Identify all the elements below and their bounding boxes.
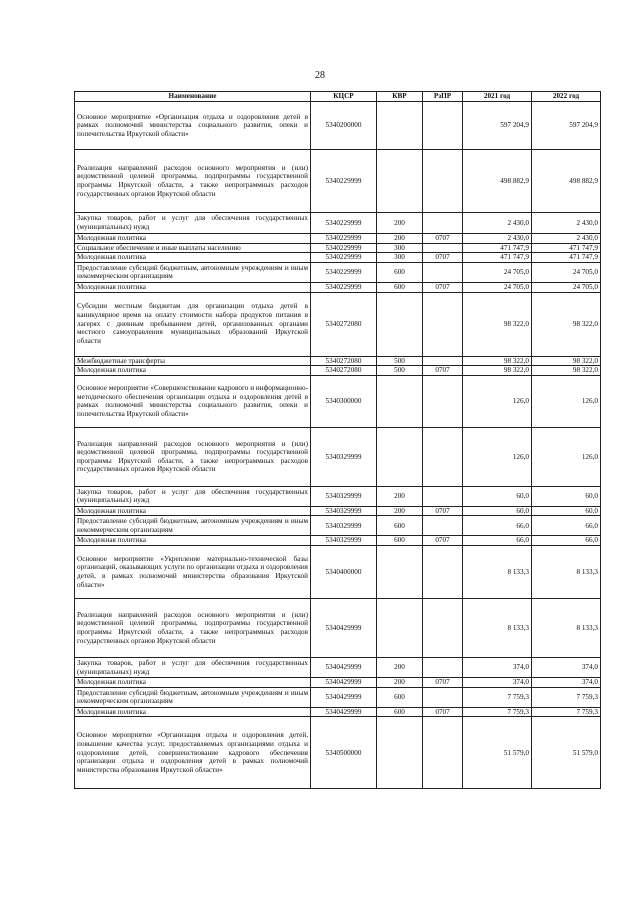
- row-2021: 66,0: [463, 516, 532, 536]
- row-rzpr: 0707: [423, 253, 463, 263]
- row-2022: 60,0: [532, 486, 601, 506]
- row-rzpr: [423, 486, 463, 506]
- row-2022: 7 759,3: [532, 687, 601, 707]
- table-header-row: [75, 92, 601, 102]
- row-2021: 126,0: [463, 427, 532, 486]
- row-2022: 98 322,0: [532, 292, 601, 356]
- row-kvr: [377, 375, 423, 427]
- row-2022: 471 747,9: [532, 243, 601, 253]
- page-number: 28: [315, 70, 325, 81]
- row-kvr: [377, 599, 423, 658]
- row-kvr: 200: [377, 213, 423, 234]
- row-2021: 374,0: [463, 658, 532, 678]
- table-row: [75, 516, 601, 536]
- row-rzpr: 0707: [423, 366, 463, 376]
- row-2021: 2 430,0: [463, 234, 532, 244]
- table-row: [75, 213, 601, 234]
- row-name: Молодежная политика: [75, 234, 311, 244]
- row-rzpr: [423, 243, 463, 253]
- row-name: Предоставление субсидий бюджетным, автономным учреждениям и иным некоммерческим организациям: [75, 516, 311, 536]
- table-row: [75, 707, 601, 717]
- row-rzpr: [423, 599, 463, 658]
- table-row: [75, 486, 601, 506]
- row-name: Реализация направлений расходов основного мероприятия и (или) ведомственной целевой программы, подпрограммы государственной программы Иркутской области, а также непрограммных расходов государственных органов Иркутской области: [75, 427, 311, 486]
- row-rzpr: [423, 292, 463, 356]
- table-row: [75, 658, 601, 678]
- table-row: [75, 356, 601, 366]
- row-2022: 374,0: [532, 658, 601, 678]
- row-2022: 98 322,0: [532, 356, 601, 366]
- table-row: [75, 427, 601, 486]
- row-2022: 60,0: [532, 506, 601, 516]
- row-kvr: 600: [377, 262, 423, 282]
- row-2021: 8 133,3: [463, 599, 532, 658]
- table-row: [75, 262, 601, 282]
- table-row: [75, 678, 601, 688]
- row-rzpr: 0707: [423, 234, 463, 244]
- row-kvr: [377, 546, 423, 599]
- row-2021: 60,0: [463, 506, 532, 516]
- row-kcsr: 5340329999: [311, 516, 377, 536]
- row-rzpr: [423, 375, 463, 427]
- row-2022: 66,0: [532, 536, 601, 546]
- row-kcsr: 5340229999: [311, 282, 377, 292]
- row-name: Молодежная политика: [75, 678, 311, 688]
- header-rzpr: РзПР: [423, 92, 463, 102]
- row-2021: 2 430,0: [463, 213, 532, 234]
- row-2022: 597 204,9: [532, 102, 601, 150]
- row-2022: 98 322,0: [532, 366, 601, 376]
- row-rzpr: 0707: [423, 678, 463, 688]
- row-kcsr: 5340429999: [311, 599, 377, 658]
- row-2021: 471 747,9: [463, 253, 532, 263]
- table-row: [75, 717, 601, 789]
- row-name: Межбюджетные трансферты: [75, 356, 311, 366]
- row-2022: 471 747,9: [532, 253, 601, 263]
- table-row: [75, 253, 601, 263]
- row-2022: 126,0: [532, 427, 601, 486]
- row-kcsr: 5340272080: [311, 292, 377, 356]
- header-2021: 2021 год: [463, 92, 532, 102]
- row-kcsr: 5340272080: [311, 366, 377, 376]
- row-rzpr: [423, 150, 463, 213]
- header-kvr: КВР: [377, 92, 423, 102]
- row-2021: 597 204,9: [463, 102, 532, 150]
- row-2021: 98 322,0: [463, 356, 532, 366]
- row-kcsr: 5340429999: [311, 658, 377, 678]
- row-2022: 2 430,0: [532, 213, 601, 234]
- row-kvr: 600: [377, 687, 423, 707]
- table-row: [75, 506, 601, 516]
- row-name: Предоставление субсидий бюджетным, автономным учреждениям и иным некоммерческим организациям: [75, 687, 311, 707]
- row-2021: 24 705,0: [463, 262, 532, 282]
- table-row: [75, 687, 601, 707]
- row-kvr: 500: [377, 356, 423, 366]
- row-kcsr: 5340229999: [311, 262, 377, 282]
- row-kvr: 600: [377, 536, 423, 546]
- row-kvr: [377, 150, 423, 213]
- row-rzpr: [423, 427, 463, 486]
- row-kcsr: 5340329999: [311, 427, 377, 486]
- row-2021: 66,0: [463, 536, 532, 546]
- table-row: [75, 546, 601, 599]
- row-rzpr: [423, 516, 463, 536]
- table-row: [75, 282, 601, 292]
- row-kvr: 200: [377, 678, 423, 688]
- row-kvr: 600: [377, 516, 423, 536]
- row-rzpr: [423, 102, 463, 150]
- row-rzpr: [423, 356, 463, 366]
- row-name: Закупка товаров, работ и услуг для обеспечения государственных (муниципальных) нужд: [75, 486, 311, 506]
- row-rzpr: 0707: [423, 536, 463, 546]
- row-2021: 126,0: [463, 375, 532, 427]
- row-name: Молодежная политика: [75, 536, 311, 546]
- row-2022: 24 705,0: [532, 282, 601, 292]
- header-name: Наименование: [75, 92, 311, 102]
- row-kcsr: 5340200000: [311, 102, 377, 150]
- row-kcsr: 5340429999: [311, 707, 377, 717]
- row-name: Реализация направлений расходов основного мероприятия и (или) ведомственной целевой программы, подпрограммы государственной программы Иркутской области, а также непрограммных расходов государственных органов Иркутской области: [75, 599, 311, 658]
- row-kcsr: 5340329999: [311, 486, 377, 506]
- table-row: [75, 536, 601, 546]
- table-row: [75, 102, 601, 150]
- row-2021: 24 705,0: [463, 282, 532, 292]
- row-name: Реализация направлений расходов основного мероприятия и (или) ведомственной целевой программы, подпрограммы государственной программы Иркутской области, а также непрограммных расходов государственных органов Иркутской области: [75, 150, 311, 213]
- row-name: Социальное обеспечение и иные выплаты населению: [75, 243, 311, 253]
- table-row: [75, 366, 601, 376]
- row-kcsr: 5340229999: [311, 213, 377, 234]
- row-rzpr: 0707: [423, 506, 463, 516]
- row-rzpr: 0707: [423, 707, 463, 717]
- row-rzpr: [423, 262, 463, 282]
- row-2022: 374,0: [532, 678, 601, 688]
- row-kvr: 200: [377, 486, 423, 506]
- row-kcsr: 5340429999: [311, 678, 377, 688]
- row-2021: 8 133,3: [463, 546, 532, 599]
- table-row: [75, 234, 601, 244]
- budget-table: [74, 91, 601, 789]
- row-2021: 98 322,0: [463, 292, 532, 356]
- row-2021: 7 759,3: [463, 687, 532, 707]
- row-kvr: 500: [377, 366, 423, 376]
- row-kcsr: 5340272080: [311, 356, 377, 366]
- row-name: Закупка товаров, работ и услуг для обеспечения государственных (муниципальных) нужд: [75, 658, 311, 678]
- row-name: Молодежная политика: [75, 707, 311, 717]
- header-2022: 2022 год: [532, 92, 601, 102]
- row-rzpr: [423, 213, 463, 234]
- row-2022: 8 133,3: [532, 546, 601, 599]
- row-name: Молодежная политика: [75, 506, 311, 516]
- row-kcsr: 5340500000: [311, 717, 377, 789]
- row-kcsr: 5340429999: [311, 687, 377, 707]
- row-kvr: [377, 717, 423, 789]
- row-name: Основное мероприятие «Организация отдыха и оздоровления детей в рамках полномочий министерства социального развития, опеки и попечительства Иркутской области»: [75, 102, 311, 150]
- table-row: [75, 375, 601, 427]
- row-rzpr: [423, 687, 463, 707]
- row-name: Молодежная политика: [75, 253, 311, 263]
- row-kvr: [377, 292, 423, 356]
- row-kcsr: 5340329999: [311, 506, 377, 516]
- row-2022: 24 705,0: [532, 262, 601, 282]
- row-kcsr: 5340329999: [311, 536, 377, 546]
- row-kvr: 300: [377, 243, 423, 253]
- row-2022: 51 579,0: [532, 717, 601, 789]
- row-kcsr: 5340229999: [311, 243, 377, 253]
- row-kcsr: 5340400000: [311, 546, 377, 599]
- row-name: Предоставление субсидий бюджетным, автономным учреждениям и иным некоммерческим организациям: [75, 262, 311, 282]
- row-name: Молодежная политика: [75, 282, 311, 292]
- row-kcsr: 5340229999: [311, 150, 377, 213]
- row-2022: 2 430,0: [532, 234, 601, 244]
- row-kcsr: 5340229999: [311, 234, 377, 244]
- row-name: Молодежная политика: [75, 366, 311, 376]
- row-kvr: 200: [377, 658, 423, 678]
- row-name: Основное мероприятие «Организация отдыха и оздоровления детей, повышение качества услуг, предоставляемых организациями отдыха и оздоровления детей, совершенствование кадрового обеспечения организации отдыха и оздоровления детей в рамках полномочий министерства образования Иркутской области»: [75, 717, 311, 789]
- row-2022: 8 133,3: [532, 599, 601, 658]
- row-kvr: 600: [377, 282, 423, 292]
- row-2021: 51 579,0: [463, 717, 532, 789]
- row-name: Основное мероприятие «Укрепление материально-технической базы организаций, оказывающих услуги по организации отдыха и оздоровления детей, в рамках полномочий министерства образования Иркутской области»: [75, 546, 311, 599]
- header-kcsr: КЦСР: [311, 92, 377, 102]
- row-name: Основное мероприятие «Совершенствование кадрового и информационно-методического обеспечения организации отдыха и оздоровления детей в рамках полномочий министерства социального развития, опеки и попечительства Иркутской области»: [75, 375, 311, 427]
- row-rzpr: 0707: [423, 282, 463, 292]
- row-rzpr: [423, 658, 463, 678]
- table-row: [75, 243, 601, 253]
- row-2022: 126,0: [532, 375, 601, 427]
- table-row: [75, 599, 601, 658]
- row-kvr: [377, 427, 423, 486]
- row-2022: 7 759,3: [532, 707, 601, 717]
- row-kcsr: 5340300000: [311, 375, 377, 427]
- row-name: Субсидии местным бюджетам для организации отдыха детей в каникулярное время на оплату стоимости набора продуктов питания в лагерях с дневным пребыванием детей, организованных органами местного самоуправления муниципальных образований Иркутской области: [75, 292, 311, 356]
- row-2022: 498 882,9: [532, 150, 601, 213]
- table-row: [75, 150, 601, 213]
- row-2021: 98 322,0: [463, 366, 532, 376]
- row-2022: 66,0: [532, 516, 601, 536]
- row-2021: 498 882,9: [463, 150, 532, 213]
- row-2021: 374,0: [463, 678, 532, 688]
- row-name: Закупка товаров, работ и услуг для обеспечения государственных (муниципальных) нужд: [75, 213, 311, 234]
- row-2021: 60,0: [463, 486, 532, 506]
- row-rzpr: [423, 717, 463, 789]
- row-rzpr: [423, 546, 463, 599]
- row-kvr: [377, 102, 423, 150]
- row-2021: 471 747,9: [463, 243, 532, 253]
- row-2021: 7 759,3: [463, 707, 532, 717]
- table-row: [75, 292, 601, 356]
- row-kcsr: 5340229999: [311, 253, 377, 263]
- row-kvr: 200: [377, 506, 423, 516]
- row-kvr: 600: [377, 707, 423, 717]
- row-kvr: 300: [377, 253, 423, 263]
- row-kvr: 200: [377, 234, 423, 244]
